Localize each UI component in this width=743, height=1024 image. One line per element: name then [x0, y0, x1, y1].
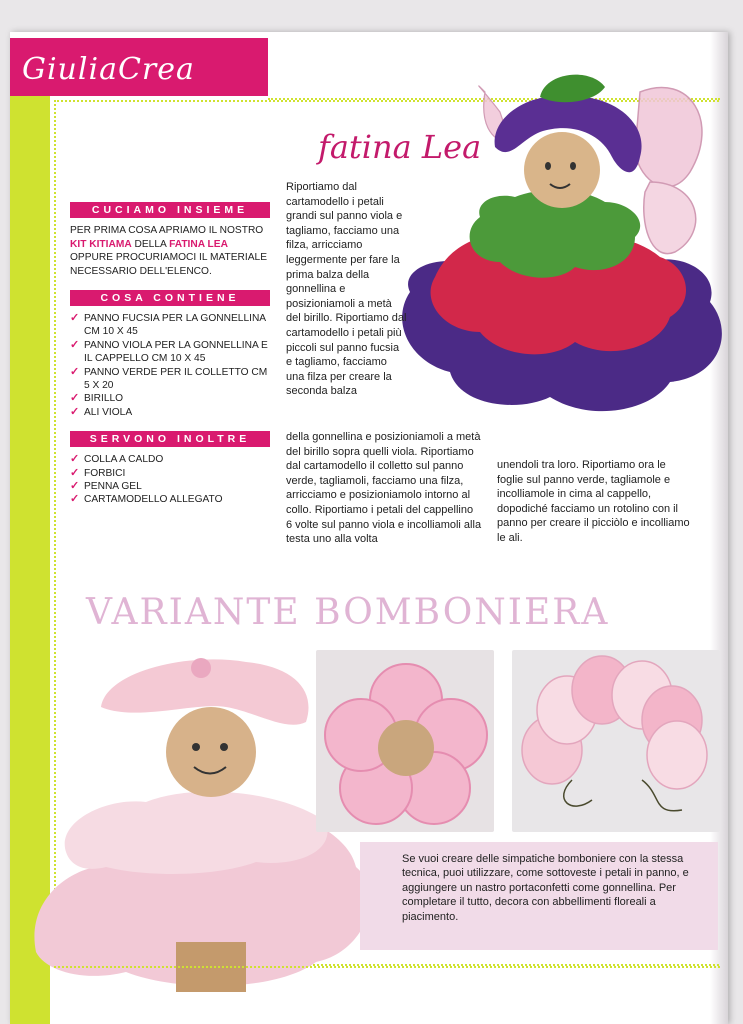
- product-name: FATINA LEA: [169, 238, 228, 250]
- instructions-col2: unendoli tra loro. Riportiamo ora le foglie sul panno verde, tagliamole e incolliamole in cima al cappello, dopodiché facciamo un rotolino con il panno per creare il picciòlo e incolliamo le ali.: [497, 459, 690, 544]
- intro-text: PER PRIMA COSA APRIAMO IL NOSTRO: [70, 225, 264, 236]
- petal-strip-photo: [512, 650, 720, 832]
- dotted-frame-bottom: [54, 966, 720, 968]
- list-item: ✓ FORBICI: [70, 467, 270, 480]
- section-heading-contiene: COSA CONTIENE: [70, 290, 270, 306]
- list-item: ✓ BIRILLO: [70, 392, 270, 405]
- kit-name: KIT KITIAMA: [70, 238, 132, 250]
- list-item: ✓ ALI VIOLA: [70, 406, 270, 419]
- variante-caption: Se vuoi creare delle simpatiche bomboniere con la stessa tecnica, puoi utilizzare, come sottoveste i petali in panno, e aggiungere un nastro portaconfetti come gonnellina. Per completare il tutto, decora con abbellimenti floreali a piacimento.: [402, 853, 689, 923]
- tools-list: [70, 453, 270, 507]
- list-item: ✓ PANNO VIOLA PER LA GONNELLINA E IL CAPPELLO CM 10 X 45: [70, 339, 270, 366]
- sidebar: [70, 202, 270, 507]
- section-heading-cuciamo: CUCIAMO INSIEME: [70, 202, 270, 218]
- list-item: ✓ PANNO VERDE PER IL COLLETTO CM 5 X 20: [70, 366, 270, 393]
- list-item: ✓ PANNO FUCSIA PER LA GONNELLINA CM 10 X 45: [70, 312, 270, 339]
- section-heading-servono: SERVONO INOLTRE: [70, 431, 270, 447]
- intro-text-end: OPPURE PROCURIAMOCI IL MATERIALE NECESSARIO DELL'ELENCO.: [70, 252, 267, 277]
- intro-text-mid: DELLA: [131, 238, 170, 250]
- page-title: fatina Lea: [318, 128, 482, 166]
- brand-logo: GiuliaCrea: [22, 52, 195, 87]
- petal-strip-shape: [512, 650, 720, 832]
- fairy-doll-photo: [390, 62, 730, 442]
- list-item: ✓ PENNA GEL: [70, 480, 270, 493]
- gingham-flower-photo: [316, 650, 494, 832]
- list-item: ✓ COLLA A CALDO: [70, 453, 270, 466]
- intro-paragraph: [70, 224, 270, 278]
- flower-shape: [316, 650, 494, 832]
- list-item: ✓ CARTAMODELLO ALLEGATO: [70, 493, 270, 506]
- variante-heading: VARIANTE BOMBONIERA: [86, 592, 610, 633]
- instructions-col1-top: Riportiamo dal cartamodello i petali grandi sul panno viola e tagliamo, facciamo una filza, arricciamo leggermente per fare la prima balza della gonnellina e posizioniamoli a metà del birillo. Riportiamo dal cartamodello i petali più piccoli sul panno fucsia e tagliamo, facciamo una filza per creare la seconda balza: [286, 181, 407, 398]
- contents-list: [70, 312, 270, 419]
- instructions-col1-bottom: della gonnellina e posizioniamoli a metà del birillo sopra quelli viola. Riportiamo dal cartamodello il colletto sul panno verde, tagliamoli, facciamo una filza, arricciamo e posizioniamolo intorno al collo. Riportiamo i petali del cappellino 6 volte sul panno viola e incolliamoli alla testa uno alla volta: [286, 431, 482, 546]
